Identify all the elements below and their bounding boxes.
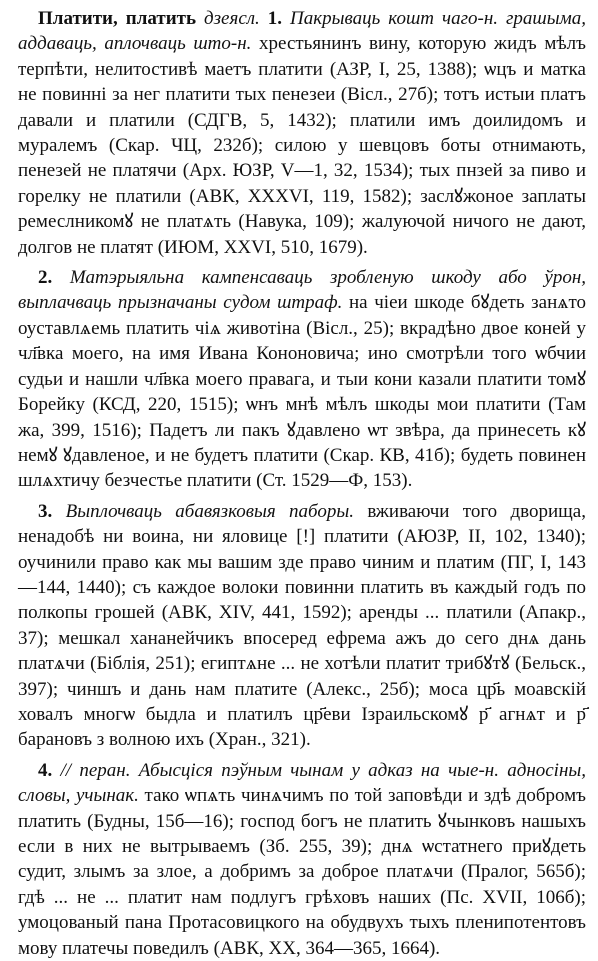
- sense-definition: Пакрываць кошт чаго-н. грашыма, аддаваць, аплочваць што-н.: [18, 8, 586, 55]
- sense-citations: хрестьянинъ вину, которую жидъ мѣлъ терпѣти, нелитостивѣ маетъ платити (АЗР, I, 25, 1388); ѡцъ и матка не повинні за нег платити тых пенезеи (Вісл., 27б); тотъ истыи платъ давали и платили (СДГВ, 5, 1432); платили имъ доилидомъ и муралемъ (Скар. ЧЦ, 232б); силою у шевцовъ боты отнимають, пенезей не платячи (Арх. ЮЗР, V—1, 32, 1534); тых пнзей за пиво и горелку не платили (АВК, XXXVI, 119, 1582); заслꙋжоное заплаты ремеслникомꙋ не платѧть (Навука, 109); жалуючой ничого не дают, долгов не платят (ИЮМ, XXVI, 510, 1679).: [18, 33, 586, 258]
- entry-headword: Платити, платить: [38, 8, 197, 29]
- entry-sense-1: [18, 6, 586, 260]
- sense-citations: вживаючи того дворища, ненадобѣ ни воина, ни яловице [!] платити (АЮЗР, II, 102, 1340); оучинили право как мы вашим зде право чиним и платим (ПГ, I, 143—144, 1440); съ каждое волоки повинни платить въ каждый годъ по полкопы грошей (АВК, XIV, 441, 1592); аренды ... платили (Апакр., 37); мешкал хананейчикъ впосеред ефрема ажъ до сего днѧ дань платѧчи (Біблія, 251); египтѧне ... не хотѣли платит трибꙋтꙋ (Бельск., 397); чиншъ и дань нам платите (Алекс., 25б); моса цр҃ь моавскій ховалъ многѡ быдла и платилъ цр҃еви Ізраильскомꙋ р҃ агнѧт и р҃ барановъ з волною ихъ (Хран., 321).: [18, 500, 586, 751]
- part-of-speech: дзеясл.: [204, 8, 260, 29]
- sense-definition: // перан. Абысціся пэўным чынам у адказ на чые-н. адносіны, словы, учынак.: [18, 759, 587, 807]
- sense-citations: тако ѡпѧть чинѧчимъ по той заповѣди и здѣ добромъ платить (Будны, 15б—16); господ богъ не платить ꙋчынковъ нашыхъ если в них не вытрываемъ (Зб. 255, 39); днѧ ѡстатнего приꙋдеть судит, злымъ за злое, а добримъ за доброе платѧчи (Пралог, 565б); гдѣ ... не ... платит нам подлугъ грѣховъ наших (Пс. XVII, 106б); умоцованый пана Протасовицкого на обудвухъ тыхъ пленипотентовъ мову платечы поведилъ (АВК, ХХ, 364—365, 1664).: [18, 785, 586, 959]
- sense-number: 4.: [38, 759, 53, 781]
- sense-definition: Выплочваць абавязковыя паборы.: [65, 500, 354, 522]
- entry-sense-3: [18, 499, 586, 753]
- sense-number: 3.: [38, 500, 53, 522]
- sense-citations: на чіеи шкоде бꙋдеть занѧто оуставлѧемь платить чіѧ животіна (Вісл., 25); вкрадѣно двое коней у чл҃вка моего, на имя Ивана Кононовича; ино смотрѣли того ѡбчии судьи и нашли чл҃вка моего правага, и тыи кони казали платити томꙋ Борейку (КСД, 220, 1515); ѡнъ мнѣ мѣлъ шкоды мои платити (Там жа, 399, 1516); Падетъ ли пакъ ꙋдавлено ѡт звѣра, да принесеть кꙋ немꙋ ꙋдавленое, и не будетъ платити (Скар. КВ, 41б); будеть повинен шлѧхтичу безчестье платити (Ст. 1529—Ф, 153).: [18, 292, 586, 492]
- entry-sense-2: [18, 265, 586, 494]
- sense-number: 1.: [267, 8, 283, 29]
- entry-sense-4: [18, 758, 586, 961]
- sense-definition: Матэрыяльна кампенсаваць зробленую шкоду або ўрон, выплачваць прызначаны судом штраф.: [18, 267, 587, 314]
- sense-number: 2.: [38, 267, 53, 289]
